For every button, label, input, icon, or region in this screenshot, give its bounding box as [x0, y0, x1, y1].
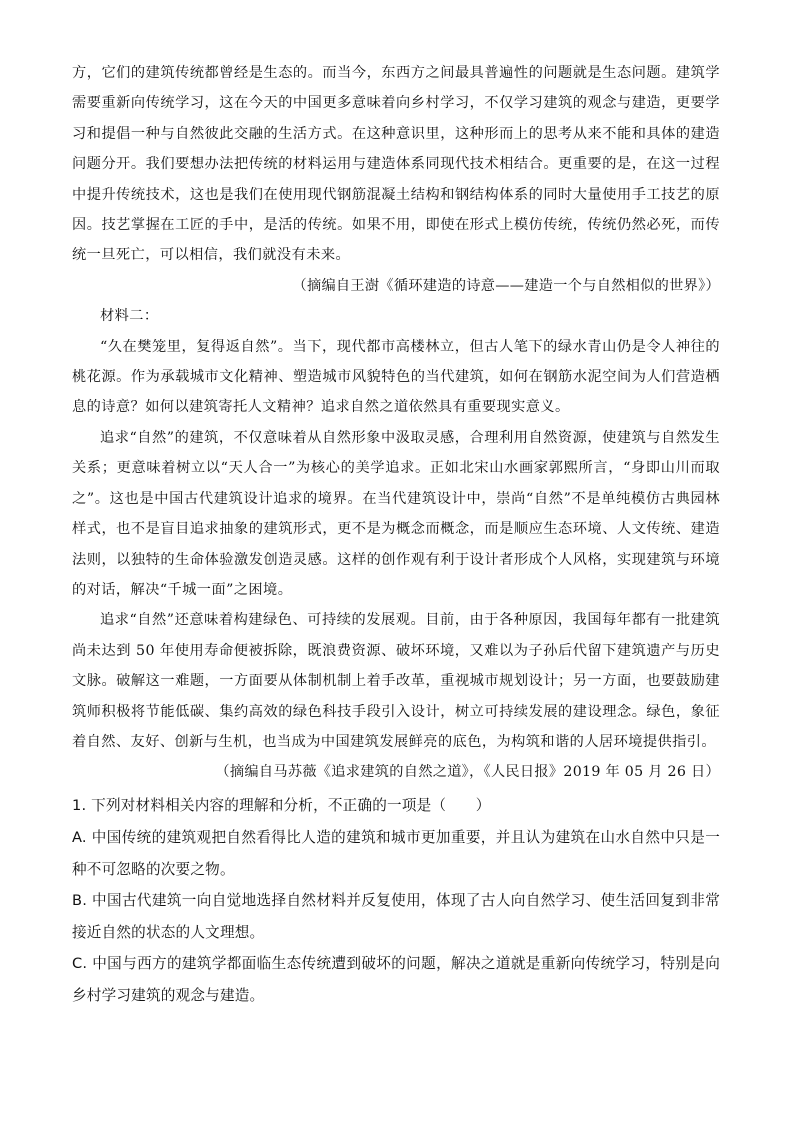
question-section — [72, 790, 720, 1012]
material-two-paragraph-3: 追求“自然”还意味着构建绿色、可持续的发展观。目前，由于各种原因，我国每年都有一批建筑尚未达到 50 年使用寿命便被拆除，既浪费资源、破坏环境，又难以为子孙后代留下建筑遗产与历史文脉。破解这一难题，一方面要从体制机制上着手改革，重视城市规划设计；另一方面，也要鼓励建筑师积极将节能低碳、集约高效的绿色科技手段引入设计，树立可持续发展的建设理念。绿色，象征着自然、友好、创新与生机，也当成为中国建筑发展鲜亮的底色，为构筑和谐的人居环境提供指引。 — [72, 612, 720, 750]
material-two-source: （摘编自马苏薇《追求建筑的自然之道》，《人民日报》2019 年 05 月 26 日） — [215, 764, 720, 781]
reading-material — [72, 58, 720, 788]
question-1-stem: 1. 下列对材料相关内容的理解和分析，不正确的一项是（ ） — [72, 796, 491, 814]
material-two-paragraph-1: “久在樊笼里，复得返自然”。当下，现代都市高楼林立，但古人笔下的绿水青山仍是令人神往的桃花源。作为承载城市文化精神、塑造城市风貌特色的当代建筑，如何在钢筋水泥空间为人们营造栖息的诗意？如何以建筑寄托人文精神？追求自然之道依然具有重要现实意义。 — [72, 338, 720, 416]
material-two-heading: 材料二： — [100, 308, 159, 325]
material-two-paragraph-2: 追求“自然”的建筑，不仅意味着从自然形象中汲取灵感，合理利用自然资源，使建筑与自然发生关系；更意味着树立以“天人合一”为核心的美学追求。正如北宋山水画家郭熙所言，“身即山川而取之”。这也是中国古代建筑设计追求的境界。在当代建筑设计中，崇尚“自然”不是单纯模仿古典园林样式，也不是盲目追求抽象的建筑形式，更不是为概念而概念，而是顺应生态环境、人文传统、建造法则，以独特的生命体验激发创造灵感。这样的创作观有利于设计者形成个人风格，实现建筑与环境的对话，解决“千城一面”之困境。 — [72, 429, 720, 598]
question-1-option-b: B. 中国古代建筑一向自觉地选择自然材料并反复使用，体现了古人向自然学习、使生活回复到非常接近自然的状态的人文理想。 — [72, 892, 720, 941]
question-1-option-a: A. 中国传统的建筑观把自然看得比人造的建筑和城市更加重要，并且认为建筑在山水自然中只是一种不可忽略的次要之物。 — [72, 829, 720, 878]
question-1-option-c: C. 中国与西方的建筑学都面临生态传统遭到破坏的问题，解决之道就是重新向传统学习，特别是向乡村学习建筑的观念与建造。 — [72, 955, 720, 1004]
material-one-source: （摘编自王澍《循环建造的诗意——建造一个与自然相似的世界》） — [292, 277, 720, 294]
exam-page — [72, 58, 720, 1011]
material-one-continuation: 方，它们的建筑传统都曾经是生态的。而当今，东西方之间最具普遍性的问题就是生态问题。建筑学需要重新向传统学习，这在今天的中国更多意味着向乡村学习，不仅学习建筑的观念与建造，更要学习和提倡一种与自然彼此交融的生活方式。在这种意识里，这种形而上的思考从来不能和具体的建造问题分开。我们要想办法把传统的材料运用与建造体系同现代技术相结合。更重要的是，在这一过程中提升传统技术，这也是我们在使用现代钢筋混凝土结构和钢结构体系的同时大量使用手工技艺的原因。技艺掌握在工匠的手中，是活的传统。如果不用，即使在形式上模仿传统，传统仍然必死，而传统一旦死亡，可以相信，我们就没有未来。 — [72, 65, 720, 264]
